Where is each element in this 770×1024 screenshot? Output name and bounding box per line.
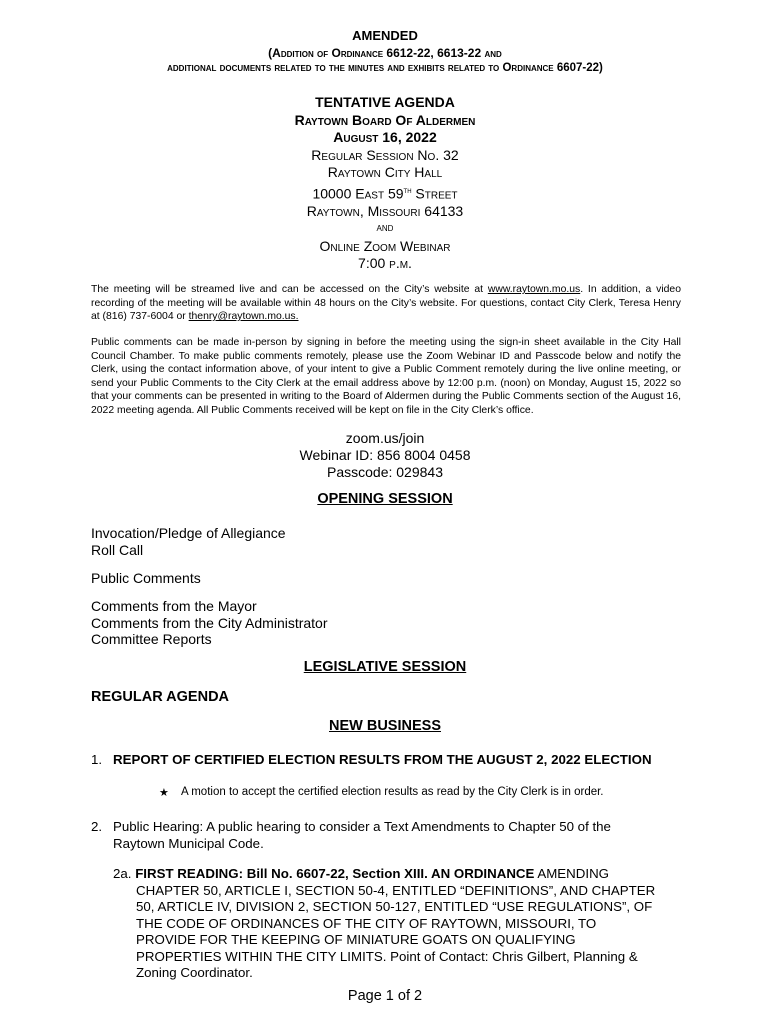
- city-state-zip: Raytown, Missouri 64133: [306, 202, 464, 219]
- board-name: Raytown Board Of Aldermen: [294, 111, 476, 128]
- and-text: and: [376, 222, 394, 235]
- item-2a-line-2: CHAPTER 50, ARTICLE I, SECTION 50-4, ENTITLED “DEFINITIONS”, AND CHAPTER: [136, 882, 656, 898]
- item-2a-line-5: PROVIDE FOR THE KEEPING OF MINIATURE GOATS ON QUALIFYING: [136, 932, 576, 947]
- passcode: Passcode: 029843: [327, 464, 443, 480]
- item-2a-line-1-rest: AMENDING: [534, 866, 610, 881]
- item-2a-line-4: THE CODE OF ORDINANCES OF THE CITY OF RAYTOWN, MISSOURI, TO: [136, 915, 597, 931]
- item-2-number: 2.: [91, 819, 103, 834]
- mayor-comments-item: Comments from the Mayor: [91, 598, 257, 614]
- invocation-item: Invocation/Pledge of Allegiance: [91, 525, 286, 541]
- address-number: 10000 East 59: [312, 185, 404, 202]
- streaming-text-2: . In addition, a video recording of the meeting will be available within 48 hours on the City’s website. For questions, contact City Clerk, Teresa Henry at (816) 737-6004 or: [91, 284, 681, 322]
- item-2a-first-line: [113, 866, 609, 883]
- opening-session-heading: OPENING SESSION: [317, 491, 453, 507]
- amendment-note-line1: (Addition of Ordinance 6612-22, 6613-22 and: [268, 46, 502, 60]
- amendment-note-line2: additional documents related to the minutes and exhibits related to Ordinance 6607-22): [167, 62, 603, 74]
- new-business-heading: NEW BUSINESS: [329, 718, 441, 734]
- location-name: Raytown City Hall: [327, 164, 443, 180]
- public-comments-paragraph: Public comments can be made in-person by signing in before the meeting using the sign-in sheet available in the City Hall Council Chamber. To make public comments remotely, please use the Zoom Webinar ID and Passcode below and notify the Clerk, using the contact information above, of your intent to give a Public Comment remotely during the live online meeting, or send your Public Comments to the City Clerk at the email address above by 12:00 p.m. (noon) on Monday, August 15, 2022 so that your comments can be presented in writing to the Board of Aldermen during the Public Comments section of the August 16, 2022 meeting agenda. All Public Comments received will be kept on file in the City Clerk’s office.: [91, 337, 681, 416]
- opening-list-2: [91, 598, 328, 648]
- street-address: [0, 182, 770, 203]
- session-number: Regular Session No. 32: [311, 146, 459, 163]
- address-street: Street: [411, 185, 458, 202]
- item-1-title: REPORT OF CERTIFIED ELECTION RESULTS FROM THE AUGUST 2, 2022 ELECTION: [113, 752, 652, 767]
- administrator-comments-item: Comments from the City Administrator: [91, 614, 328, 631]
- email-link[interactable]: thenry@raytown.mo.us.: [188, 311, 299, 322]
- item-2a-line-3: 50, ARTICLE IV, DIVISION 2, SECTION 50-127, ENTITLED “USE REGULATIONS”, OF: [136, 899, 653, 914]
- item-2-text: [113, 819, 611, 852]
- roll-call-item: Roll Call: [91, 541, 144, 558]
- star-bullet-icon: ★: [159, 787, 169, 799]
- website-link[interactable]: www.raytown.mo.us: [487, 284, 581, 295]
- item-1-number: 1.: [91, 752, 103, 767]
- tentative-agenda-title: TENTATIVE AGENDA: [315, 94, 455, 110]
- opening-list-1: [91, 525, 286, 558]
- page-number: Page 1 of 2: [347, 988, 423, 1004]
- amended-heading: AMENDED: [352, 28, 418, 43]
- address-superscript: th: [403, 185, 412, 195]
- committee-reports-item: Committee Reports: [91, 631, 212, 647]
- online-webinar: Online Zoom Webinar: [319, 237, 451, 254]
- item-2a-line-6: PROPERTIES WITHIN THE CITY LIMITS. Point of Contact: Chris Gilbert, Planning &: [136, 948, 638, 964]
- streaming-paragraph: [91, 283, 681, 324]
- public-comments-item: Public Comments: [91, 570, 201, 586]
- regular-agenda-heading: REGULAR AGENDA: [91, 689, 230, 705]
- zoom-info: [0, 430, 770, 481]
- streaming-text-1: The meeting will be streamed live and can be accessed on the City’s website at: [91, 284, 488, 295]
- item-1-motion: A motion to accept the certified election results as read by the City Clerk is in order.: [181, 786, 604, 798]
- item-2a-bold: FIRST READING: Bill No. 6607-22, Section XIII. AN ORDINANCE: [135, 866, 535, 881]
- item-2-line-1: Public Hearing: A public hearing to consider a Text Amendments to Chapter 50 of the: [113, 819, 611, 834]
- legislative-session-heading: LEGISLATIVE SESSION: [303, 659, 467, 675]
- title-block: [0, 94, 770, 273]
- zoom-url: zoom.us/join: [345, 430, 425, 446]
- item-2a-prefix: 2a.: [113, 866, 136, 881]
- item-2-line-2: Raytown Municipal Code.: [113, 835, 264, 851]
- item-2a-line-7: Zoning Coordinator.: [136, 965, 253, 980]
- meeting-date: August 16, 2022: [333, 129, 437, 145]
- item-2a-body: [136, 883, 655, 982]
- meeting-time: 7:00 p.m.: [358, 255, 412, 272]
- webinar-id: Webinar ID: 856 8004 0458: [299, 447, 471, 463]
